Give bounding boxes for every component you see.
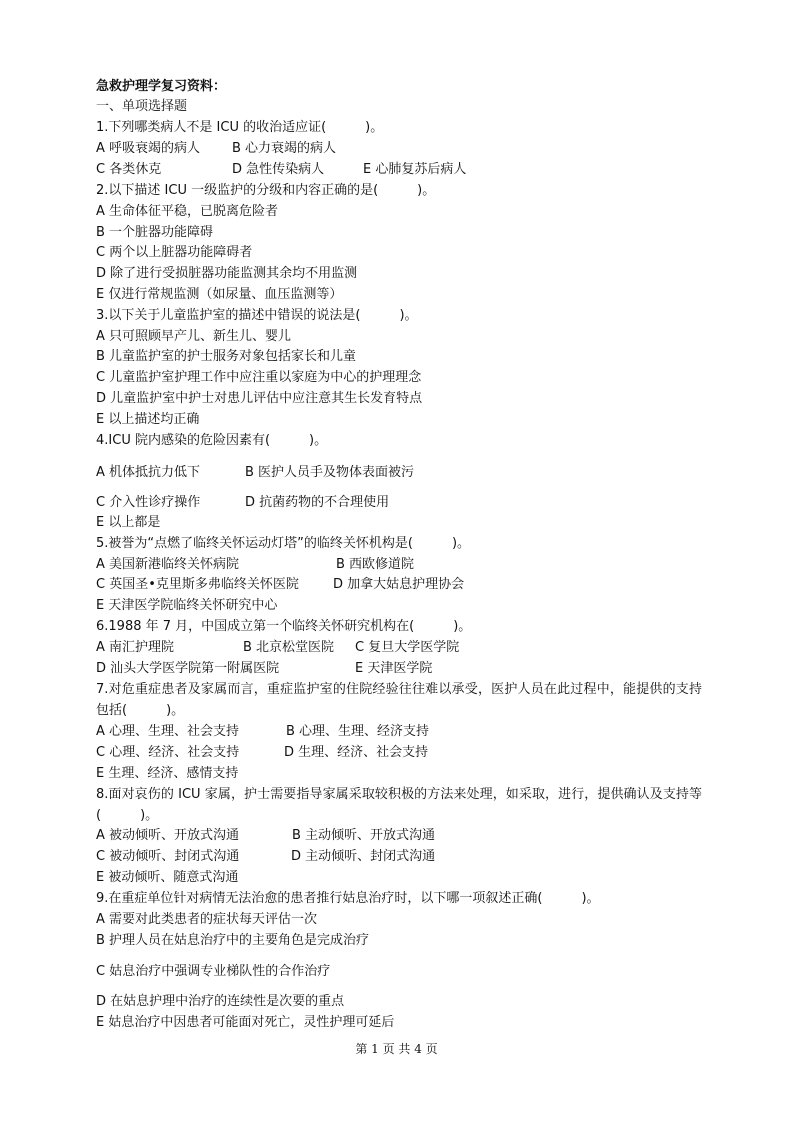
option: C 两个以上脏器功能障碍者: [96, 245, 253, 260]
option: B 心力衰竭的病人: [232, 141, 337, 156]
question-7-stem: 7.对危重症患者及家属而言，重症监护室的住院经验往往难以承受，医护人员在此过程中，能提供的支持包括( )。: [96, 682, 702, 718]
question-9-stem: 9.在重症单位针对病情无法治愈的患者推行姑息治疗时，以下哪一项叙述正确( )。: [96, 891, 600, 906]
option: C 姑息治疗中强调专业梯队性的合作治疗: [96, 964, 331, 979]
question-6-options-row1: [96, 637, 696, 658]
question-5-options-row1: [96, 554, 696, 575]
question-4-options-row1: [96, 462, 696, 483]
option: A 南汇护理院: [96, 640, 175, 655]
question-5-stem: 5.被誉为“点燃了临终关怀运动灯塔”的临终关怀机构是( )。: [96, 536, 471, 551]
option: E 以上都是: [96, 515, 161, 530]
question-6-stem: 6.1988 年 7 月，中国成立第一个临终关怀研究机构在( )。: [96, 619, 472, 634]
page-number-footer: 第 1 页 共 4 页: [355, 1042, 438, 1056]
option: B 儿童监护室的护士服务对象包括家长和儿童: [96, 349, 357, 364]
option: A 生命体征平稳，已脱离危险者: [96, 204, 279, 219]
option: A 呼吸衰竭的病人: [96, 141, 201, 156]
option: C 儿童监护室护理工作中应注重以家庭为中心的护理理念: [96, 370, 422, 385]
option: C 各类休克: [96, 162, 162, 177]
option: B 医护人员手及物体表面被污: [245, 465, 415, 480]
option: C 英国圣•克里斯多弗临终关怀医院: [96, 577, 299, 592]
option: D 加拿大姑息护理协会: [333, 577, 465, 592]
option: D 抗菌药物的不合理使用: [245, 495, 390, 510]
option: A 只可照顾早产儿、新生儿、婴儿: [96, 329, 292, 344]
option: E 生理、经济、感情支持: [96, 766, 239, 781]
option: D 汕头大学医学院第一附属医院: [96, 661, 280, 676]
option: A 需要对此类患者的症状每天评估一次: [96, 912, 318, 927]
option: E 心肺复苏后病人: [363, 162, 467, 177]
question-1-options-row1: [96, 138, 696, 159]
option: D 儿童监护室中护士对患儿评估中应注意其生长发育特点: [96, 391, 423, 406]
option: D 急性传染病人: [232, 162, 325, 177]
option: E 被动倾听、随意式沟通: [96, 870, 239, 885]
option: D 生理、经济、社会支持: [284, 745, 429, 760]
option: A 被动倾听、开放式沟通: [96, 828, 240, 843]
section-heading: 一、单项选择题: [96, 99, 188, 114]
option: E 天津医学院临终关怀研究中心: [96, 598, 278, 613]
option: C 介入性诊疗操作: [96, 495, 201, 510]
question-1-options-row2: [96, 159, 696, 180]
question-3-stem: 3.以下关于儿童监护室的描述中错误的说法是( )。: [96, 308, 418, 323]
question-7-options-row1: [96, 721, 696, 742]
option: B 西欧修道院: [336, 557, 415, 572]
option: C 复旦大学医学院: [355, 640, 460, 655]
question-2-stem: 2.以下描述 ICU 一级监护的分级和内容正确的是( )。: [96, 183, 436, 198]
option: A 美国新港临终关怀病院: [96, 557, 240, 572]
option: E 天津医学院: [355, 661, 433, 676]
option: D 除了进行受损脏器功能监测其余均不用监测: [96, 266, 358, 281]
question-8-options-row1: [96, 825, 696, 846]
option: E 仅进行常规监测（如尿量、血压监测等）: [96, 287, 343, 302]
option: D 主动倾听、封闭式沟通: [291, 849, 436, 864]
question-1-stem: 1.下列哪类病人不是 ICU 的收治适应证( )。: [96, 120, 384, 135]
document-title: 急救护理学复习资料：: [96, 79, 227, 94]
question-7-options-row2: [96, 742, 696, 763]
option: B 一个脏器功能障碍: [96, 225, 214, 240]
option: A 机体抵抗力低下: [96, 465, 201, 480]
option: C 被动倾听、封闭式沟通: [96, 849, 240, 864]
option: B 护理人员在姑息治疗中的主要角色是完成治疗: [96, 933, 370, 948]
question-4-options-row2: [96, 492, 696, 513]
option: E 以上描述均正确: [96, 412, 200, 427]
option: B 心理、生理、经济支持: [286, 724, 430, 739]
option: E 姑息治疗中因患者可能面对死亡，灵性护理可延后: [96, 1015, 395, 1030]
option: B 主动倾听、开放式沟通: [292, 828, 436, 843]
option: A 心理、生理、社会支持: [96, 724, 240, 739]
question-5-options-row2: [96, 574, 696, 595]
question-6-options-row2: [96, 658, 696, 679]
question-8-stem: 8.面对哀伤的 ICU 家属，护士需要指导家属采取较积极的方法来处理，如采取，进行，提供确认及支持等( )。: [96, 787, 702, 823]
option: C 心理、经济、社会支持: [96, 745, 240, 760]
option: B 北京松堂医院: [243, 640, 335, 655]
question-4-stem: 4.ICU 院内感染的危险因素有( )。: [96, 433, 328, 448]
question-8-options-row2: [96, 846, 696, 867]
option: D 在姑息护理中治疗的连续性是次要的重点: [96, 994, 345, 1009]
